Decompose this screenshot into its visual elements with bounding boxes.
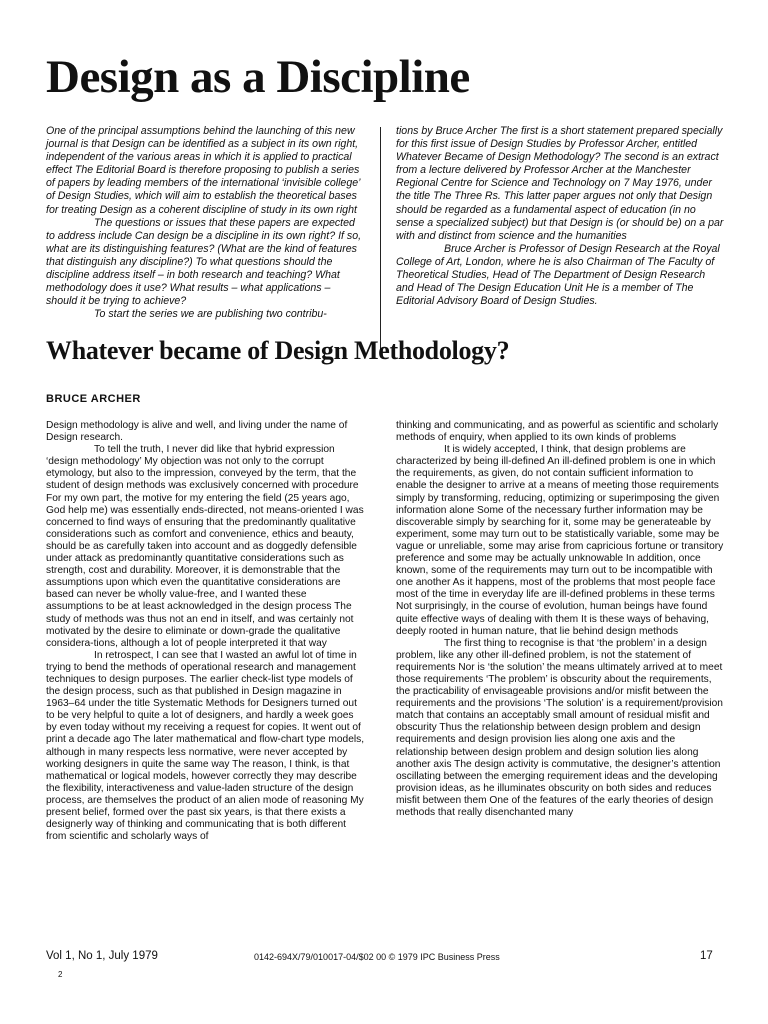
page-title: Design as a Discipline [46, 51, 470, 103]
intro-paragraph: tions by Bruce Archer The first is a short statement prepared specially for this first issue of Design Studies by Professor Archer, entitled Whatever Became of Design Methodology? The second is an extract from a lecture delivered by Professor Archer at the Manchester Regional Centre for Science and Technology on 7 May 1976, under the title The Three Rs. This latter paper argues not only that Design should be regarded as a fundamental aspect of education (in no sense a specialized subject) but that Design is (or should be) on a par with and distinct from science and the humanities [396, 125, 724, 242]
footer-code: 0142-694X/79/010017-04/$02 00 © 1979 IPC Business Press [254, 952, 500, 962]
body-paragraph: To tell the truth, I never did like that hybrid expression ‘design methodology’ My objection was not only to the corrupt etymology, but also to the impression, conveyed by the term, that the student of design methods was exclusively concerned with procedure For my own part, the motive for my entering the field (25 years ago, God help me) was essentially ends-directed, not means-oriented I was concerned to find ways of ensuring that the predominantly qualitative considerations such as comfort and convenience, ethics and beauty, should be as carefully taken into account and as doggedly defensible under attack as predominantly quantitative considerations such as strength, cost and durability. Moreover, it is demonstrable that the assumptions upon which even the quantitative considerations are based can never be wholly value-free, and I wanted these assumptions to be at least acknowledged in the design process The study of methods was thus not an end in itself, and was certainly not motivated by the desire to eliminate or down-grade the qualitative considera-tions, although a lot of people interpreted it that way [46, 444, 364, 649]
column-divider [380, 127, 381, 357]
intro-paragraph: To start the series we are publishing two contribu- [94, 308, 327, 321]
author-name: BRUCE ARCHER [46, 393, 141, 405]
body-paragraph: Design methodology is alive and well, and living under the name of Design research. [46, 420, 348, 444]
body-paragraph: thinking and communicating, and as powerful as scientific and scholarly methods of enquiry, when applied to its own kinds of problems [396, 420, 719, 444]
intro-left-column [46, 125, 364, 321]
footer-volume: Vol 1, No 1, July 1979 [46, 950, 158, 962]
body-paragraph: It is widely accepted, I think, that design problems are characterized by being ill-defined An ill-defined problem is one in which the requirements, as given, do not contain sufficient information to enable the designer to arrive at a means of meeting those requirements simply by transforming, reducing, optimizing or superimposing the given information alone Some of the necessary further information may be discoverable simply by searching for it, some may be generateable by experiment, some may turn out to be statistically variable, some may be vague or unreliable, some may arise from capricious fortune or transitory preference and some may be actually unknowable In addition, once known, some of the requirements may turn out to be incompatible with one another As it happens, most of the problems that most people face most of the time in everyday life are ill-defined problems in these terms Not surprisingly, in the course of evolution, human beings have found quite effective ways of dealing with them It is these ways of behaving, deeply rooted in human nature, that lie behind design methods [396, 444, 724, 637]
intro-paragraph: One of the principal assumptions behind the launching of this new journal is that Design can be identified as a subject in its own right, independent of the various areas in which it is applied to practical effect The Editorial Board is therefore proposing to publish a series of papers by leading members of the international ‘invisible college’ of Design Studies, which will aim to establish the theoretical bases for treating Design as a coherent discipline of study in its own right [46, 125, 360, 216]
body-left-column [46, 420, 366, 843]
body-right-column [396, 420, 724, 819]
page-mark: 2 [58, 970, 63, 979]
article-title: Whatever became of Design Methodology? [46, 336, 510, 365]
page-number: 17 [700, 950, 713, 962]
intro-right-column [396, 125, 724, 308]
intro-paragraph: Bruce Archer is Professor of Design Research at the Royal College of Art, London, where he is also Chairman of The Faculty of Theoretical Studies, Head of The Department of Design Research and Head of The Design Education Unit He is a member of The Editorial Advisory Board of Design Studies. [396, 242, 720, 308]
intro-paragraph: The questions or issues that these papers are expected to address include Can design be a discipline in its own right? If so, what are its distinguishing features? (What are the kind of features that distinguish any discipline?) To what questions should the discipline address itself – in both research and teaching? What methodology does it use? What results – what applications – should it be trying to achieve? [46, 216, 362, 308]
body-paragraph: In retrospect, I can see that I wasted an awful lot of time in trying to bend the methods of operational research and management techniques to design purposes. The earlier check-list type models of the design process, such as that published in Design magazine in 1963–64 under the title Systematic Methods for Designers turned out to be very helpful to quite a lot of designers, and hardly a week goes by even today without my receiving a request for copies. It went out of print a decade ago The later mathematical and flow-chart type models, although in many respects less normative, were never accepted by working designers in quite the same way The reason, I think, is that mathematical or logical models, however correctly they may describe the flexibility, interactiveness and value-laden structure of the design process, are themselves the product of an alien mode of reasoning My present belief, formed over the past six years, is that there exists a designerly way of thinking and communicating that is both different from scientific and scholarly ways of [46, 649, 365, 843]
body-paragraph: The first thing to recognise is that ‘the problem’ in a design problem, like any other ill-defined problem, is not the statement of requirements Nor is ‘the solution’ the means ultimately arrived at to meet those requirements ‘The problem’ is obscurity about the requirements, the practicability of envisageable provisions and/or misfit between the requirements and the provisions ‘The solution’ is a requirement/provision match that contains an acceptably small amount of residual misfit and obscurity Thus the relationship between design problem and design requirements and design provision lies along one axis and the relationship between design problem and design solution lies along another axis The design activity is commutative, the designer’s attention oscillating between the emerging requirement ideas and the developing provision ideas, as he illuminates obscurity on both sides and reduces misfit between them One of the features of the early theories of design methods that really disenchanted many [396, 637, 723, 818]
